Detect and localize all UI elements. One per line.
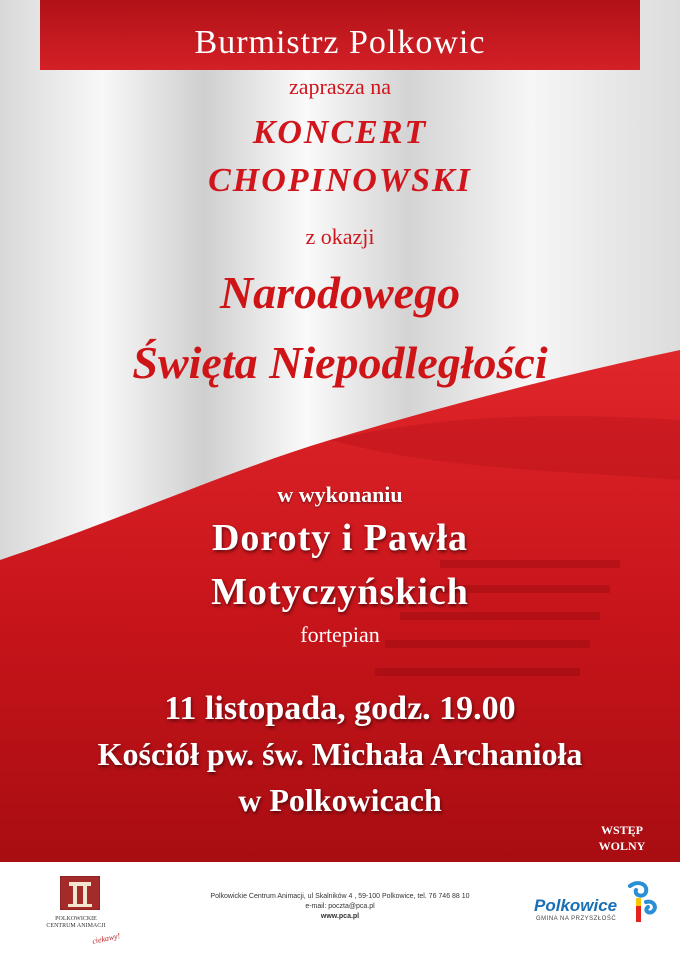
instrument-text: fortepian [300,622,380,647]
performed-by-text: w wykonaniu [277,482,403,507]
gmina-logo [532,880,662,940]
performers-line1: Doroty i Pawła [211,517,469,559]
contact-address: Polkowickie Centrum Animacji, ul Skalników 4 , 59-100 Polkowice, tel. 76 746 88 10 [210,893,470,900]
holiday-line2: Święta Niepodległości [132,337,548,388]
gmina-name: Polkowice [534,896,618,915]
occasion-text: z okazji [305,224,375,249]
free-admission-note [572,822,672,854]
contact-info [170,892,510,922]
contact-email[interactable]: e-mail: poczta@pca.pl [305,903,375,910]
poster-title: Burmistrz Polkowic [194,24,486,61]
contact-website[interactable]: www.pca.pl [320,913,360,920]
pca-name-line2: CENTRUM ANIMACJI [46,923,106,929]
pca-name [44,916,108,930]
holiday-line1: Narodowego [219,267,461,318]
invite-text: zaprasza na [289,74,391,99]
venue-line1: Kościół pw. św. Michała Archanioła [97,736,583,772]
performers-line2: Motyczyńskich [211,571,469,613]
footer [0,862,680,958]
venue-line2: w Polkowicach [238,782,442,818]
pca-slogan: ciekawy! [91,931,122,946]
gmina-slogan: GMINA NA PRZYSZŁOŚĆ [536,916,617,922]
concert-datetime: 11 listopada, godz. 19.00 [164,690,516,727]
column-icon [60,876,100,910]
admission-line1: WSTĘP [600,823,643,837]
concert-title-line2: CHOPINOWSKI [208,162,472,199]
gmina-swirl-icon [624,880,660,924]
pca-logo [44,876,124,948]
admission-line2: WOLNY [598,839,646,853]
concert-title-line1: KONCERT [252,114,428,151]
pca-name-line1: POLKOWICKIE [55,916,97,922]
